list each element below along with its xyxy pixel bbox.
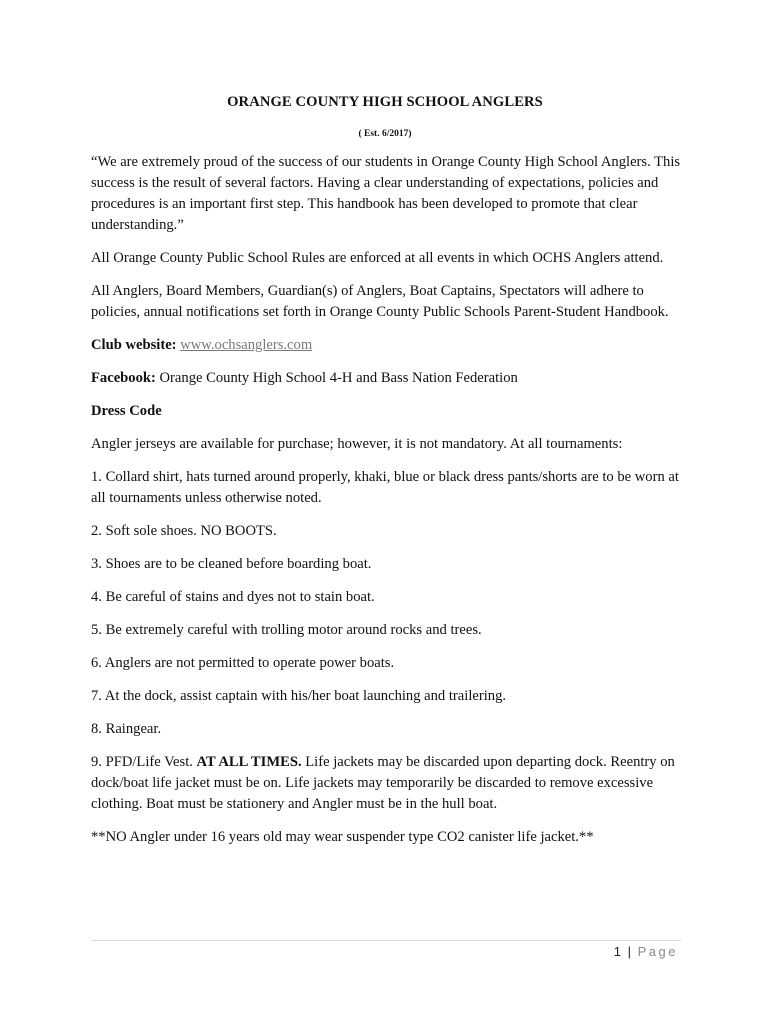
website-label: Club website: bbox=[91, 337, 177, 353]
footer-divider bbox=[91, 940, 681, 941]
facebook-text: Orange County High School 4-H and Bass Nation Federation bbox=[159, 370, 518, 386]
page-label: Page bbox=[637, 944, 678, 959]
adherence-paragraph: All Anglers, Board Members, Guardian(s) of Anglers, Boat Captains, Spectators will adhere to policies, annual notifications set forth in Orange County Public Schools Parent-Student Handbook. bbox=[91, 283, 669, 320]
page-number: 1 bbox=[613, 944, 621, 959]
website-link[interactable]: www.ochsanglers.com bbox=[180, 337, 313, 353]
dress-code-heading: Dress Code bbox=[91, 403, 162, 419]
pfd-rest: Life jackets may be discarded upon departing dock. Reentry on dock/boat life jacket must be on. Life jackets may temporarily be discarded to remove excessive clothing. Boat must be stationery and Angler must be in the hull boat. bbox=[91, 754, 675, 812]
list-item: 4. Be careful of stains and dyes not to stain boat. bbox=[91, 589, 375, 605]
footer-separator: | bbox=[627, 944, 631, 959]
facebook-label: Facebook: bbox=[91, 370, 156, 386]
rules-paragraph: All Orange County Public School Rules are enforced at all events in which OCHS Anglers attend. bbox=[91, 250, 664, 266]
facebook-line bbox=[91, 368, 691, 389]
website-line bbox=[91, 335, 691, 356]
intro-quote: “We are extremely proud of the success of our students in Orange County High School Anglers. This success is the result of several factors. Having a clear understanding of expectations, policies and procedures is an important first step. This handbook has been developed to promote that clear understanding.” bbox=[91, 154, 681, 233]
list-item: 7. At the dock, assist captain with his/her boat launching and trailering. bbox=[91, 688, 507, 704]
list-item: 6. Anglers are not permitted to operate power boats. bbox=[91, 655, 395, 671]
list-item: 8. Raingear. bbox=[91, 721, 162, 737]
document-title: ORANGE COUNTY HIGH SCHOOL ANGLERS bbox=[227, 94, 543, 110]
list-item: 3. Shoes are to be cleaned before boarding boat. bbox=[91, 556, 372, 572]
list-item: 1. Collard shirt, hats turned around properly, khaki, blue or black dress pants/shorts are to be worn at all tournaments unless otherwise noted. bbox=[91, 469, 679, 506]
pfd-prefix: 9. PFD/Life Vest. bbox=[91, 754, 197, 770]
list-item: 5. Be extremely careful with trolling motor around rocks and trees. bbox=[91, 622, 482, 638]
established-date: ( Est. 6/2017) bbox=[358, 129, 412, 139]
list-item-pfd bbox=[91, 752, 691, 815]
pfd-emphasis: AT ALL TIMES. bbox=[196, 754, 302, 770]
list-item: 2. Soft sole shoes. NO BOOTS. bbox=[91, 523, 277, 539]
document-body bbox=[91, 152, 691, 860]
life-jacket-note: **NO Angler under 16 years old may wear suspender type CO2 canister life jacket.** bbox=[91, 829, 594, 845]
page-footer bbox=[614, 942, 678, 962]
dress-code-intro: Angler jerseys are available for purchase; however, it is not mandatory. At all tournaments: bbox=[91, 436, 623, 452]
